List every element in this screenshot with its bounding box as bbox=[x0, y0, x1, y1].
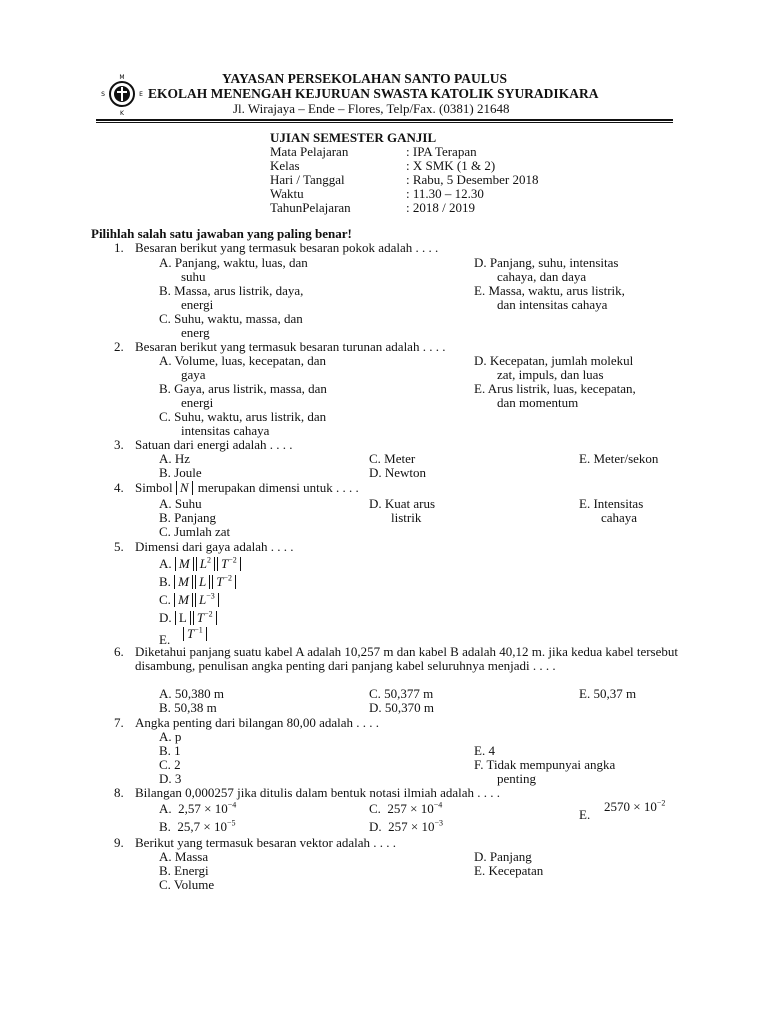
q7-option-e: E. 4 bbox=[474, 743, 495, 758]
q4-text-pre: Simbol bbox=[135, 480, 173, 495]
info-label-time: Waktu bbox=[270, 186, 304, 201]
q3-text: Satuan dari energi adalah . . . . bbox=[135, 437, 293, 452]
q3-option-b: B. Joule bbox=[159, 465, 202, 480]
q2-option-a: A. Volume, luas, kecepatan, dan bbox=[159, 353, 327, 368]
info-value-class: : X SMK (1 & 2) bbox=[406, 158, 496, 173]
info-value-year: : 2018 / 2019 bbox=[406, 200, 475, 215]
q6-number: 6. bbox=[114, 644, 124, 659]
q7-option-c: C. 2 bbox=[159, 757, 181, 772]
q8-option-a: A. $2,57 \times 10^{-4}$ bbox=[159, 800, 237, 816]
q2-option-e: E. Arus listrik, luas, kecepatan, bbox=[474, 381, 636, 396]
q1-option-e: E. Massa, waktu, arus listrik, bbox=[474, 283, 625, 298]
info-label-subject: Mata Pelajaran bbox=[270, 144, 349, 159]
q4-option-e: E. Intensitas bbox=[579, 496, 644, 511]
q7-text: Angka penting dari bilangan 80,00 adalah . . . . bbox=[135, 715, 380, 730]
q3-option-c: C. Meter bbox=[369, 451, 416, 466]
q5-text: Dimensi dari gaya adalah . . . . bbox=[135, 539, 294, 554]
q4-number: 4. bbox=[114, 480, 124, 495]
q1-option-b-cont: energi bbox=[181, 297, 214, 312]
q3-option-a: A. Hz bbox=[159, 451, 191, 466]
q2-option-d: D. Kecepatan, jumlah molekul bbox=[474, 353, 634, 368]
q7-option-d: D. 3 bbox=[159, 771, 182, 786]
q8-text: Bilangan 0,000257 jika ditulis dalam bentuk notasi ilmiah adalah . . . . bbox=[135, 785, 501, 800]
q5-option-a: A. M $L^2$ $T^{-2}$ bbox=[159, 557, 243, 571]
q1-option-c: C. Suhu, waktu, massa, dan bbox=[159, 311, 303, 326]
q1-option-c-cont: energ bbox=[181, 325, 210, 340]
logo-letter-left: S bbox=[101, 91, 105, 98]
q9-option-b: B. Energi bbox=[159, 863, 209, 878]
q1-number: 1. bbox=[114, 240, 124, 255]
q8-option-e: $2570 \times 10^{-2}$ bbox=[604, 798, 666, 814]
q3-option-d: D. Newton bbox=[369, 465, 427, 480]
q2-option-d-cont: zat, impuls, dan luas bbox=[497, 367, 604, 382]
q9-option-c: C. Volume bbox=[159, 877, 215, 892]
info-value-time: : 11.30 – 12.30 bbox=[406, 186, 484, 201]
logo-letter-right: E bbox=[139, 91, 143, 98]
q7-option-f: F. Tidak mempunyai angka bbox=[474, 757, 616, 772]
info-label-date: Hari / Tanggal bbox=[270, 172, 345, 187]
q8-option-d: D. $257 \times 10^{-3}$ bbox=[369, 818, 443, 834]
info-label-year: TahunPelajaran bbox=[270, 200, 351, 215]
q4-option-a: A. Suhu bbox=[159, 496, 202, 511]
q8-option-c: C. $257 \times 10^{-4}$ bbox=[369, 800, 443, 816]
info-value-date: : Rabu, 5 Desember 2018 bbox=[406, 172, 539, 187]
foundation-name: YAYASAN PERSEKOLAHAN SANTO PAULUS bbox=[222, 71, 507, 86]
q7-option-a: A. p bbox=[159, 729, 182, 744]
q1-option-b: B. Massa, arus listrik, daya, bbox=[159, 283, 304, 298]
q1-option-e-cont: dan intensitas cahaya bbox=[497, 297, 608, 312]
q5-number: 5. bbox=[114, 539, 124, 554]
q6-option-b: B. 50,38 m bbox=[159, 700, 217, 715]
q1-option-d: D. Panjang, suhu, intensitas bbox=[474, 255, 619, 270]
q1-option-a-cont: suhu bbox=[181, 269, 206, 284]
header-rule-thick bbox=[96, 119, 673, 121]
q8-option-e-label: E. bbox=[579, 807, 591, 822]
q4-symbol: N bbox=[176, 481, 193, 495]
q8-option-b: B. $25,7 \times 10^{-5}$ bbox=[159, 818, 236, 834]
q5-option-e: $T^{-1}$ bbox=[183, 627, 209, 641]
q6-option-a: A. 50,380 m bbox=[159, 686, 224, 701]
q5-option-e-label: E. bbox=[159, 632, 171, 647]
q1-option-d-cont: cahaya, dan daya bbox=[497, 269, 587, 284]
school-logo bbox=[100, 72, 144, 116]
header-rule-thin bbox=[96, 122, 673, 123]
q2-option-c-cont: intensitas cahaya bbox=[181, 423, 270, 438]
q6-option-c: C. 50,377 m bbox=[369, 686, 434, 701]
q9-text: Berikut yang termasuk besaran vektor adalah . . . . bbox=[135, 835, 396, 850]
logo-letter-top: M bbox=[119, 74, 125, 81]
q8-number: 8. bbox=[114, 785, 124, 800]
q4-option-d-cont: listrik bbox=[391, 510, 422, 525]
q2-option-e-cont: dan momentum bbox=[497, 395, 579, 410]
q7-option-b: B. 1 bbox=[159, 743, 181, 758]
q1-text: Besaran berikut yang termasuk besaran pokok adalah . . . . bbox=[135, 240, 439, 255]
exam-title: UJIAN SEMESTER GANJIL bbox=[270, 130, 437, 145]
q7-option-f-cont: penting bbox=[497, 771, 536, 786]
school-name: EKOLAH MENENGAH KEJURUAN SWASTA KATOLIK SYURADIKARA bbox=[148, 86, 599, 101]
q7-number: 7. bbox=[114, 715, 124, 730]
q4-text-post: merupakan dimensi untuk . . . . bbox=[197, 480, 359, 495]
q2-number: 2. bbox=[114, 339, 124, 354]
q2-option-a-cont: gaya bbox=[181, 367, 206, 382]
q2-option-b-cont: energi bbox=[181, 395, 214, 410]
q9-option-e: E. Kecepatan bbox=[474, 863, 544, 878]
school-address: Jl. Wirajaya – Ende – Flores, Telp/Fax. (0381) 21648 bbox=[233, 101, 510, 116]
q3-option-e: E. Meter/sekon bbox=[579, 451, 659, 466]
q1-option-a: A. Panjang, waktu, luas, dan bbox=[159, 255, 308, 270]
q6-option-e: E. 50,37 m bbox=[579, 686, 637, 701]
q2-option-c: C. Suhu, waktu, arus listrik, dan bbox=[159, 409, 327, 424]
q6-text: Diketahui panjang suatu kabel A adalah 10,257 m dan kabel B adalah 40,12 m. jika kedua kabel tersebut disambung, penulisan angka penting dari panjang kabel seluruhnya menjadi . . . . bbox=[135, 644, 678, 673]
q4-option-c: C. Jumlah zat bbox=[159, 524, 231, 539]
q9-number: 9. bbox=[114, 835, 124, 850]
q2-text: Besaran berikut yang termasuk besaran turunan adalah . . . . bbox=[135, 339, 446, 354]
q5-option-d: D. L $T^{-2}$ bbox=[159, 611, 219, 625]
info-label-class: Kelas bbox=[270, 158, 300, 173]
q4-option-b: B. Panjang bbox=[159, 510, 217, 525]
q9-option-a: A. Massa bbox=[159, 849, 209, 864]
instruction: Pilihlah salah satu jawaban yang paling benar! bbox=[91, 226, 352, 241]
q6-option-d: D. 50,370 m bbox=[369, 700, 434, 715]
q9-option-d: D. Panjang bbox=[474, 849, 532, 864]
info-value-subject: : IPA Terapan bbox=[406, 144, 477, 159]
q4-option-e-cont: cahaya bbox=[601, 510, 638, 525]
q5-option-b: B. M L $T^{-2}$ bbox=[159, 575, 238, 589]
q3-number: 3. bbox=[114, 437, 124, 452]
q4-option-d: D. Kuat arus bbox=[369, 496, 436, 511]
q4-text bbox=[135, 481, 359, 495]
q5-option-c: C. M $L^{-3}$ bbox=[159, 593, 221, 607]
logo-letter-bottom: K bbox=[120, 110, 124, 116]
q2-option-b: B. Gaya, arus listrik, massa, dan bbox=[159, 381, 327, 396]
